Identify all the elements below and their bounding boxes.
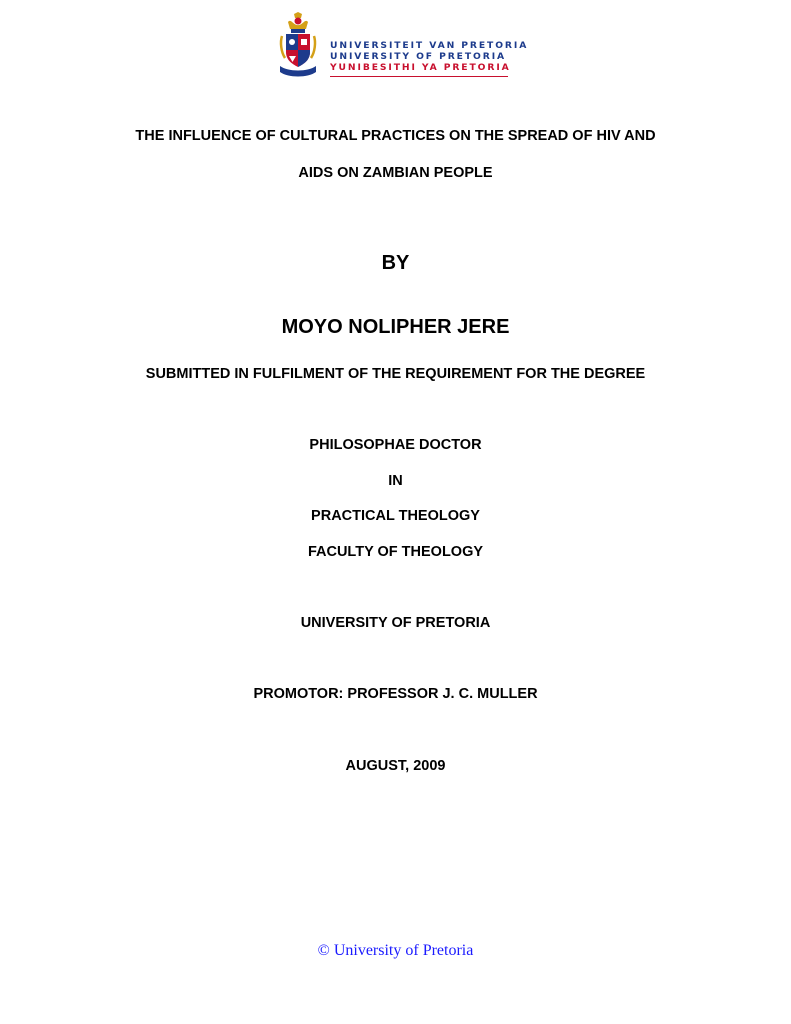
logo-divider (330, 76, 508, 77)
university-logo (278, 12, 529, 82)
university-name-english: UNIVERSITY OF PRETORIA (330, 51, 507, 62)
submission-date: AUGUST, 2009 (345, 758, 446, 774)
institution-name: UNIVERSITY OF PRETORIA (300, 615, 491, 631)
by-label: BY (381, 252, 410, 274)
title-line-1: THE INFLUENCE OF CULTURAL PRACTICES ON THE SPREAD OF HIV AND (135, 128, 656, 144)
degree-in-label: IN (388, 473, 403, 489)
university-name-sepedi: YUNIBESITHI YA PRETORIA (330, 62, 511, 73)
degree-field: PRACTICAL THEOLOGY (311, 508, 480, 524)
faculty-name: FACULTY OF THEOLOGY (307, 544, 484, 560)
university-crest-icon (278, 12, 318, 78)
degree-name: PHILOSOPHAE DOCTOR (309, 437, 482, 453)
author-name: MOYO NOLIPHER JERE (281, 316, 510, 338)
title-line-2: AIDS ON ZAMBIAN PEOPLE (298, 165, 493, 181)
submission-statement: SUBMITTED IN FULFILMENT OF THE REQUIREMENT FOR THE DEGREE (145, 366, 646, 382)
promotor-line: PROMOTOR: PROFESSOR J. C. MULLER (253, 686, 538, 702)
university-name-afrikaans: UNIVERSITEIT VAN PRETORIA (330, 40, 529, 51)
copyright-footer: © University of Pretoria (317, 942, 474, 959)
university-name-block (330, 40, 529, 73)
